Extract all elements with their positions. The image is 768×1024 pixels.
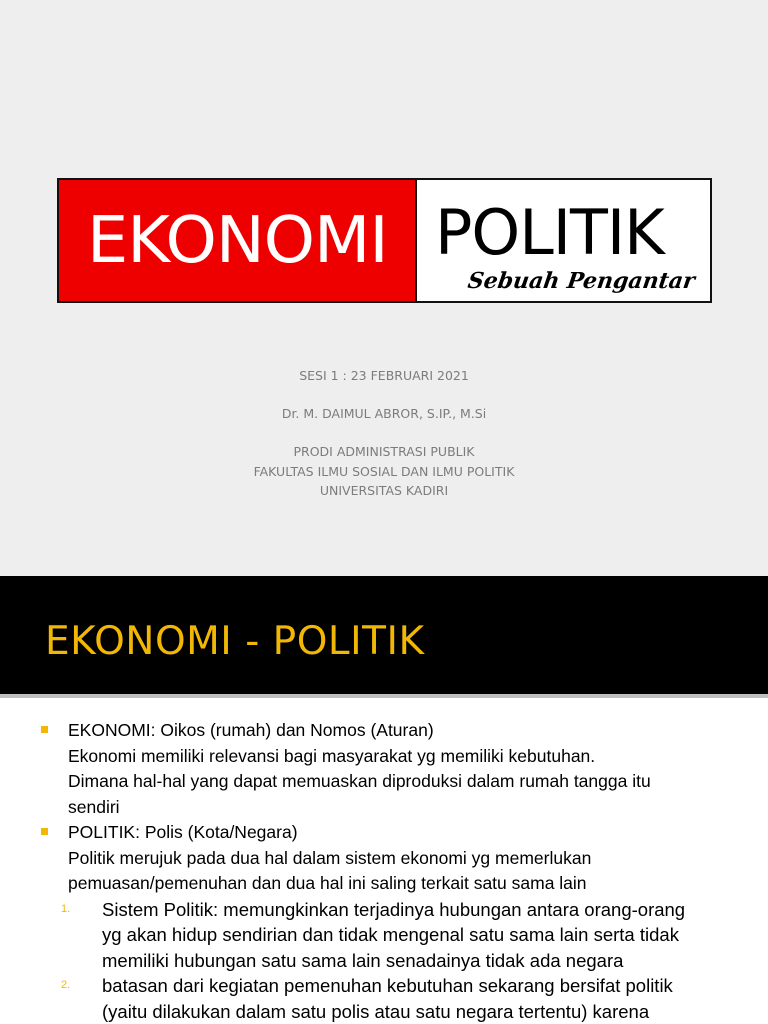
bullet-ekonomi <box>0 718 768 820</box>
item-number: 2. <box>61 979 71 991</box>
numbered-line: yg akan hidup sendirian dan tidak mengenal satu sama lain serta tidak <box>102 924 679 945</box>
numbered-line: memiliki hubungan satu sama lain senadainya tidak ada negara <box>102 949 624 971</box>
institution-line: PRODI ADMINISTRASI PUBLIK <box>293 444 475 459</box>
content-slide <box>0 576 768 1024</box>
slide-header <box>0 576 768 694</box>
lecturer-info <box>0 404 768 424</box>
institution-info <box>0 442 768 501</box>
title-banner <box>57 178 712 303</box>
bullet-line: POLITIK: Polis (Kota/Negara) <box>68 822 298 842</box>
session-info <box>0 366 768 386</box>
numbered-line: batasan dari kegiatan pemenuhan kebutuhan sekarang bersifat politik <box>102 975 673 996</box>
slide-content <box>0 718 768 1024</box>
title-white-panel <box>417 180 710 301</box>
bullet-line: Dimana hal-hal yang dapat memuaskan diproduksi dalam rumah tangga itu <box>68 771 651 791</box>
numbered-item-1 <box>0 897 768 974</box>
bullet-line: pemuasan/pemenuhan dan dua hal ini saling terkait satu sama lain <box>68 873 587 893</box>
title-subtitle: Sebuah Pengantar <box>466 268 697 294</box>
title-red-panel <box>59 180 417 301</box>
item-number: 1. <box>61 902 71 915</box>
bullet-line: Politik merujuk pada dua hal dalam sistem ekonomi yg memerlukan <box>68 847 592 868</box>
bullet-line: EKONOMI: Oikos (rumah) dan Nomos (Aturan) <box>68 720 434 740</box>
title-ekonomi: EKONOMI <box>86 203 388 278</box>
numbered-item-2 <box>0 973 768 1024</box>
numbered-line: (yaitu dilakukan dalam satu polis atau satu negara tertentu) karena <box>102 1000 650 1022</box>
header-divider <box>0 694 768 698</box>
bullet-politik <box>0 820 768 897</box>
numbered-line: Sistem Politik: memungkinkan terjadinya hubungan antara orang-orang <box>102 898 686 920</box>
institution-line: UNIVERSITAS KADIRI <box>319 483 449 498</box>
institution-line: FAKULTAS ILMU SOSIAL DAN ILMU POLITIK <box>253 463 515 479</box>
lecturer-text: Dr. M. DAIMUL ABROR, S.IP., M.Si <box>281 406 487 421</box>
bullet-line: Ekonomi memiliki relevansi bagi masyarakat yg memiliki kebutuhan. <box>68 745 596 766</box>
bullet-line: sendiri <box>68 796 120 817</box>
square-bullet-icon <box>41 726 48 733</box>
slide-title: EKONOMI - POLITIK <box>45 619 425 664</box>
square-bullet-icon <box>41 828 48 835</box>
session-text: SESI 1 : 23 FEBRUARI 2021 <box>299 368 469 383</box>
title-politik: POLITIK <box>435 196 664 269</box>
